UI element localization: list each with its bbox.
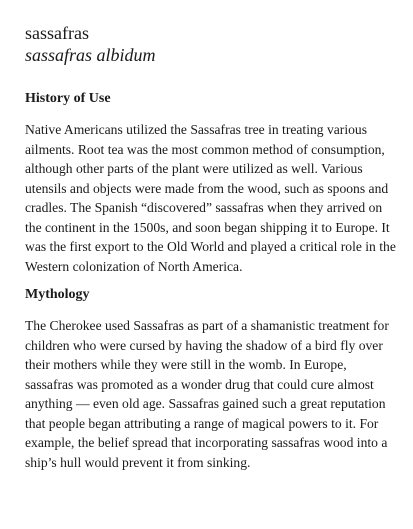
mythology-heading: Mythology [25, 287, 90, 302]
history-heading: History of Use [25, 91, 111, 106]
latin-name: sassafras albidum [25, 45, 156, 65]
plant-entry [25, 22, 397, 472]
history-paragraph: Native Americans utilized the Sassafras tree in treating various ailments. Root tea was the most common method of consumption, although other parts of the plant were utilized as well. Various utensils and objects were made from the wood, such as spoons and cradles. The Spanish “discovered” sassafras when they arrived on the continent in the 1500s, and soon began shipping it to Europe. It was the first export to the Old World and played a critical role in the Western colonization of North America. [25, 122, 396, 274]
history-section [25, 90, 397, 276]
common-name: sassafras [25, 23, 89, 43]
mythology-section [25, 286, 397, 472]
mythology-paragraph: The Cherokee used Sassafras as part of a shamanistic treatment for children who were cursed by having the shadow of a bird fly over their mothers while they were still in the womb. In Europe, sassafras was promoted as a wonder drug that could cure almost anything — even old age. Sassafras gained such a great reputation that people began attributing a range of magical powers to it. For example, the belief spread that incorporating sassafras wood into a ship’s hull would prevent it from sinking. [25, 318, 389, 470]
